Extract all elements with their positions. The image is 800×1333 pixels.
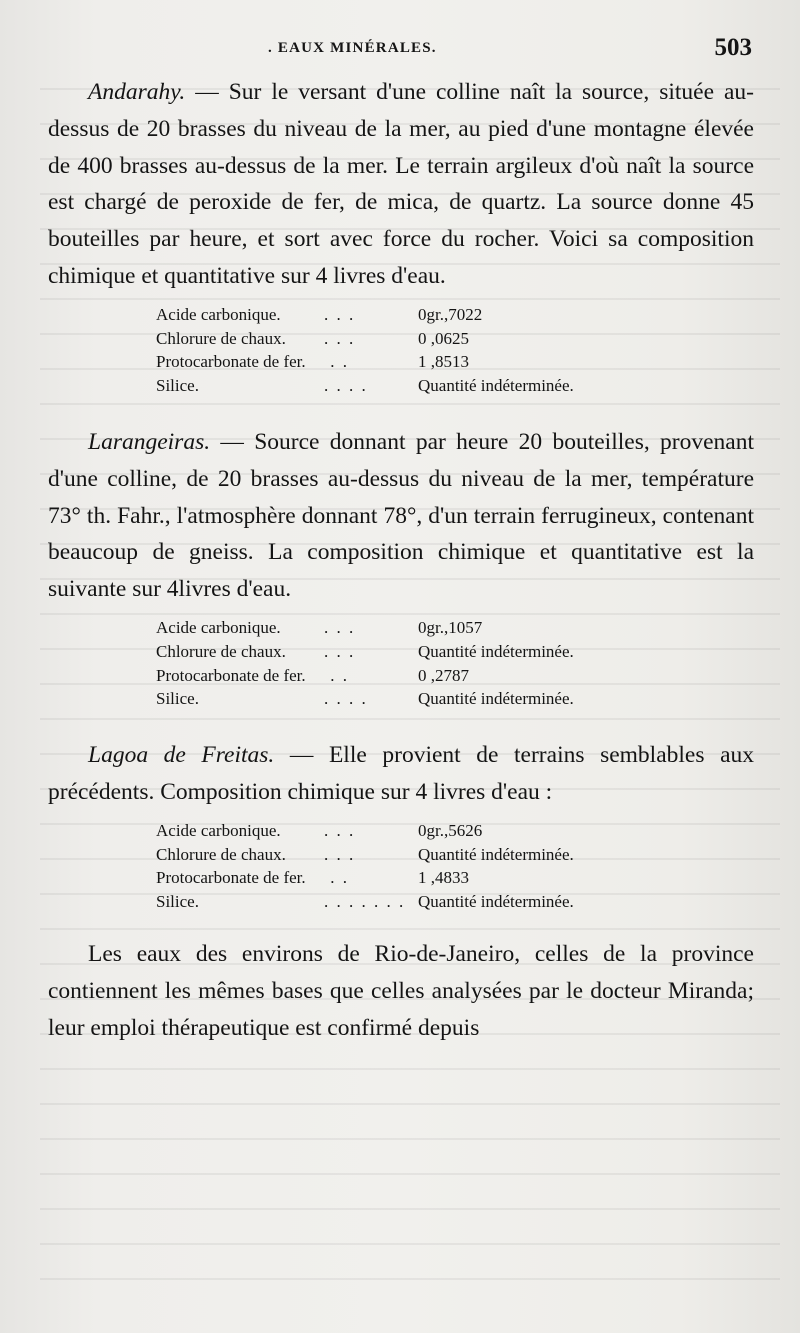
- paragraph-andarahy: [48, 74, 754, 295]
- substance: Silice.: [156, 892, 199, 912]
- paragraph-larangeiras: [48, 424, 754, 608]
- site-name: Lagoa de Freitas.: [88, 742, 275, 769]
- paragraph-text: — Sur le versant d'une colline naît la source, située au-dessus de 20 brasses du niveau de la mer, au pied d'une montagne élevée de 400 brasses au-dessus de la mer. Le terrain argileux d'où naît la source est chargé de peroxide de fer, de mica, de quartz. La source donne 45 bouteilles par heure, et sort avec force du rocher. Voici sa composition chimique et quantitative sur 4 livres d'eau.: [48, 79, 754, 289]
- substance: Protocarbonate de fer.: [156, 665, 306, 685]
- composition-row: [156, 890, 754, 914]
- amount: Quantité indéterminée.: [418, 689, 574, 709]
- substance: Acide carbonique.: [156, 820, 281, 840]
- substance: Chlorure de chaux.: [156, 844, 286, 864]
- leader-dots: . . .: [324, 304, 356, 324]
- site-name: Larangeiras.: [88, 428, 211, 455]
- leader-dots: . .: [324, 665, 349, 685]
- composition-table-larangeiras: [156, 616, 754, 711]
- substance: Acide carbonique.: [156, 304, 281, 324]
- amount: 0gr.,5626: [418, 820, 483, 840]
- amount: 0 ,2787: [418, 665, 469, 685]
- paragraph-closing: Les eaux des environs de Rio-de-Janeiro, celles de la province contiennent les mêmes bases que celles analysées par le docteur Miranda; leur emploi thérapeutique est confirmé depuis: [48, 940, 754, 1041]
- leader-dots: . . .: [324, 641, 356, 661]
- substance: Silice.: [156, 689, 199, 709]
- amount: 0 ,0625: [418, 328, 469, 348]
- leader-dots: . . . .: [324, 376, 368, 396]
- page-header: [0, 34, 800, 70]
- composition-row: [156, 687, 754, 711]
- composition-row: [156, 640, 754, 664]
- page-number: 503: [714, 34, 752, 61]
- substance: Protocarbonate de fer.: [156, 868, 306, 888]
- composition-row: [156, 616, 754, 640]
- amount: 0gr.,1057: [418, 617, 483, 637]
- composition-row: [156, 374, 754, 398]
- running-head: . EAUX MINÉRALES.: [268, 40, 437, 56]
- amount: Quantité indéterminée.: [418, 892, 574, 912]
- paragraph-text: — Elle provient de terrains semblables aux précédents. Composition chimique sur 4 livres d'eau :: [48, 742, 754, 805]
- composition-table-andarahy: [156, 303, 754, 398]
- leader-dots: . . . . . . .: [324, 892, 406, 912]
- leader-dots: . . . .: [324, 689, 368, 709]
- composition-row: [156, 350, 754, 374]
- composition-row: [156, 327, 754, 351]
- leader-dots: . . .: [324, 820, 356, 840]
- paragraph-text: — Source donnant par heure 20 bouteilles, provenant d'une colline, de 20 brasses au-dessus du niveau de la mer, température 73° th. Fahr., l'atmosphère donnant 78°, d'un terrain ferrugineux, contenant beaucoup de gneiss. La composition chimique et quantitative est la suivante sur 4livres d'eau.: [48, 428, 754, 603]
- amount: Quantité indéterminée.: [418, 641, 574, 661]
- composition-row: [156, 843, 754, 867]
- composition-row: [156, 303, 754, 327]
- leader-dots: . .: [324, 352, 349, 372]
- leader-dots: . . .: [324, 328, 356, 348]
- substance: Chlorure de chaux.: [156, 641, 286, 661]
- substance: Protocarbonate de fer.: [156, 352, 306, 372]
- amount: Quantité indéterminée.: [418, 376, 574, 396]
- composition-table-lagoa-de-freitas: [156, 819, 754, 914]
- substance: Silice.: [156, 376, 199, 396]
- amount: 0gr.,7022: [418, 304, 483, 324]
- site-name: Andarahy.: [88, 79, 186, 105]
- amount: 1 ,4833: [418, 868, 469, 888]
- composition-row: [156, 819, 754, 843]
- page-body: [48, 74, 754, 1046]
- leader-dots: . . .: [324, 617, 356, 637]
- amount: Quantité indéterminée.: [418, 844, 574, 864]
- paragraph-lagoa-de-freitas: [48, 737, 754, 811]
- composition-row: [156, 664, 754, 688]
- amount: 1 ,8513: [418, 352, 469, 372]
- substance: Acide carbonique.: [156, 617, 281, 637]
- substance: Chlorure de chaux.: [156, 328, 286, 348]
- leader-dots: . .: [324, 868, 349, 888]
- leader-dots: . . .: [324, 844, 356, 864]
- composition-row: [156, 866, 754, 890]
